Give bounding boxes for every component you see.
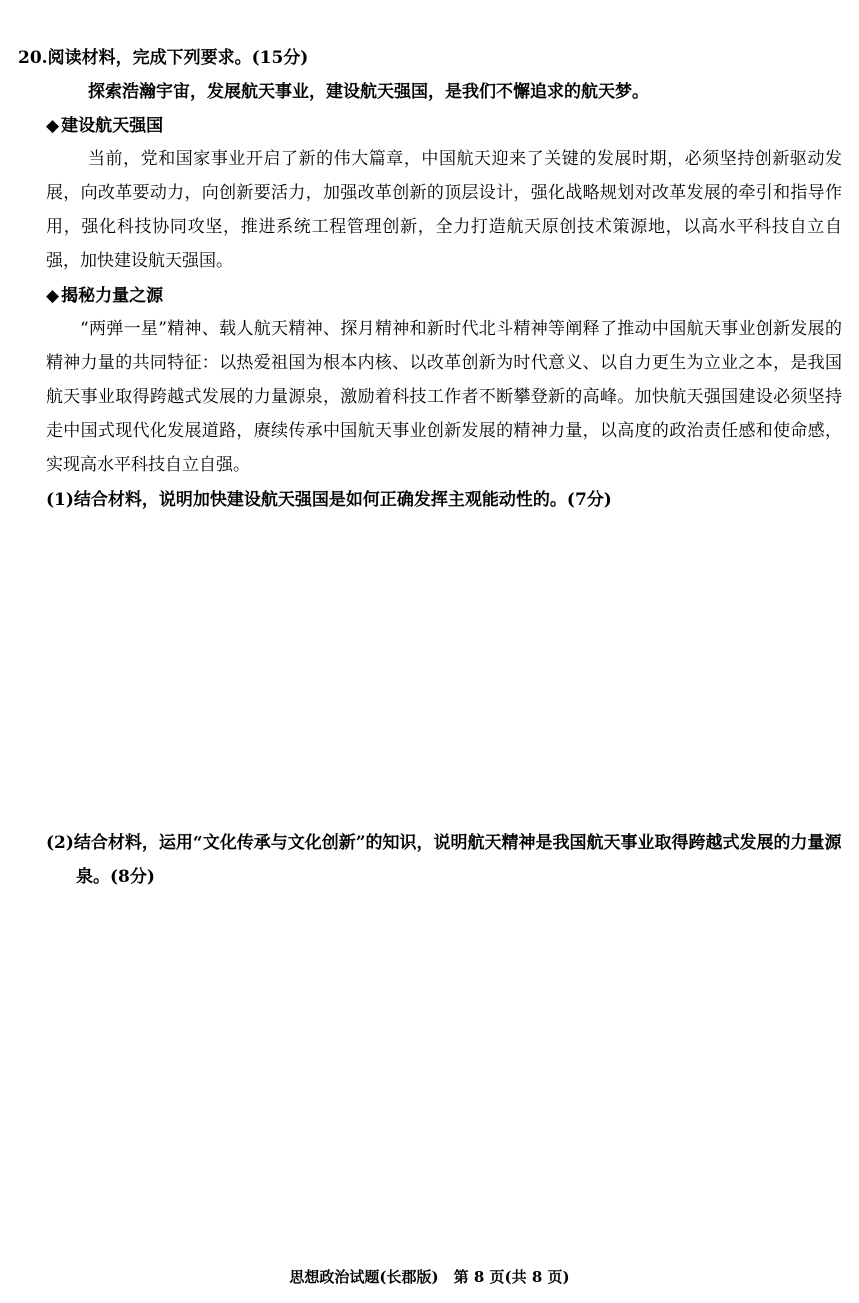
section-body-source-of-power: “两弹一星”精神、载人航天精神、探月精神和新时代北斗精神等阐释了推动中国航天事业创新发展的精神力量的共同特征：以热爱祖国为根本内核、以改革创新为时代意义、以自力更生为立业之本，是我国航天事业取得跨越式发展的力量源泉，激励着科技工作者不断攀登新的高峰。加快航天强国建设必须坚持走中国式现代化发展道路，赓续传承中国航天事业创新发展的精神力量，以高度的政治责任感和使命感，实现高水平科技自立自强。 (46, 319, 842, 475)
section-heading-source-of-power (46, 284, 163, 308)
sub-question-1: (1)结合材料，说明加快建设航天强国是如何正确发挥主观能动性的。(7分) (46, 490, 612, 510)
page-footer: 思想政治试题(长郡版) 第 8 页(共 8 页) (289, 1268, 570, 1286)
section-body-build-space-power: 当前，党和国家事业开启了新的伟大篇章，中国航天迎来了关键的发展时期，必须坚持创新驱动发展，向改革要动力，向创新要活力，加强改革创新的顶层设计，强化战略规划对改革发展的牵引和指导作用，强化科技协同攻坚，推进系统工程管理创新，全力打造航天原创技术策源地，以高水平科技自立自强，加快建设航天强国。 (46, 149, 842, 271)
section-heading-text: 揭秘力量之源 (61, 286, 164, 306)
sub-question-2 (46, 826, 842, 894)
question-title: 20.阅读材料，完成下列要求。(15分) (18, 48, 309, 68)
question-intro: 探索浩瀚宇宙，发展航天事业，建设航天强国，是我们不懈追求的航天梦。 (88, 82, 649, 102)
section-heading-build-space-power (46, 114, 163, 138)
diamond-bullet-icon: ◆ (46, 286, 60, 306)
diamond-bullet-icon: ◆ (46, 116, 60, 136)
section-heading-text: 建设航天强国 (61, 116, 164, 136)
sub-question-2-text: (2)结合材料，运用“文化传承与文化创新”的知识，说明航天精神是我国航天事业取得跨越式发展的力量源泉。(8分) (46, 833, 842, 887)
